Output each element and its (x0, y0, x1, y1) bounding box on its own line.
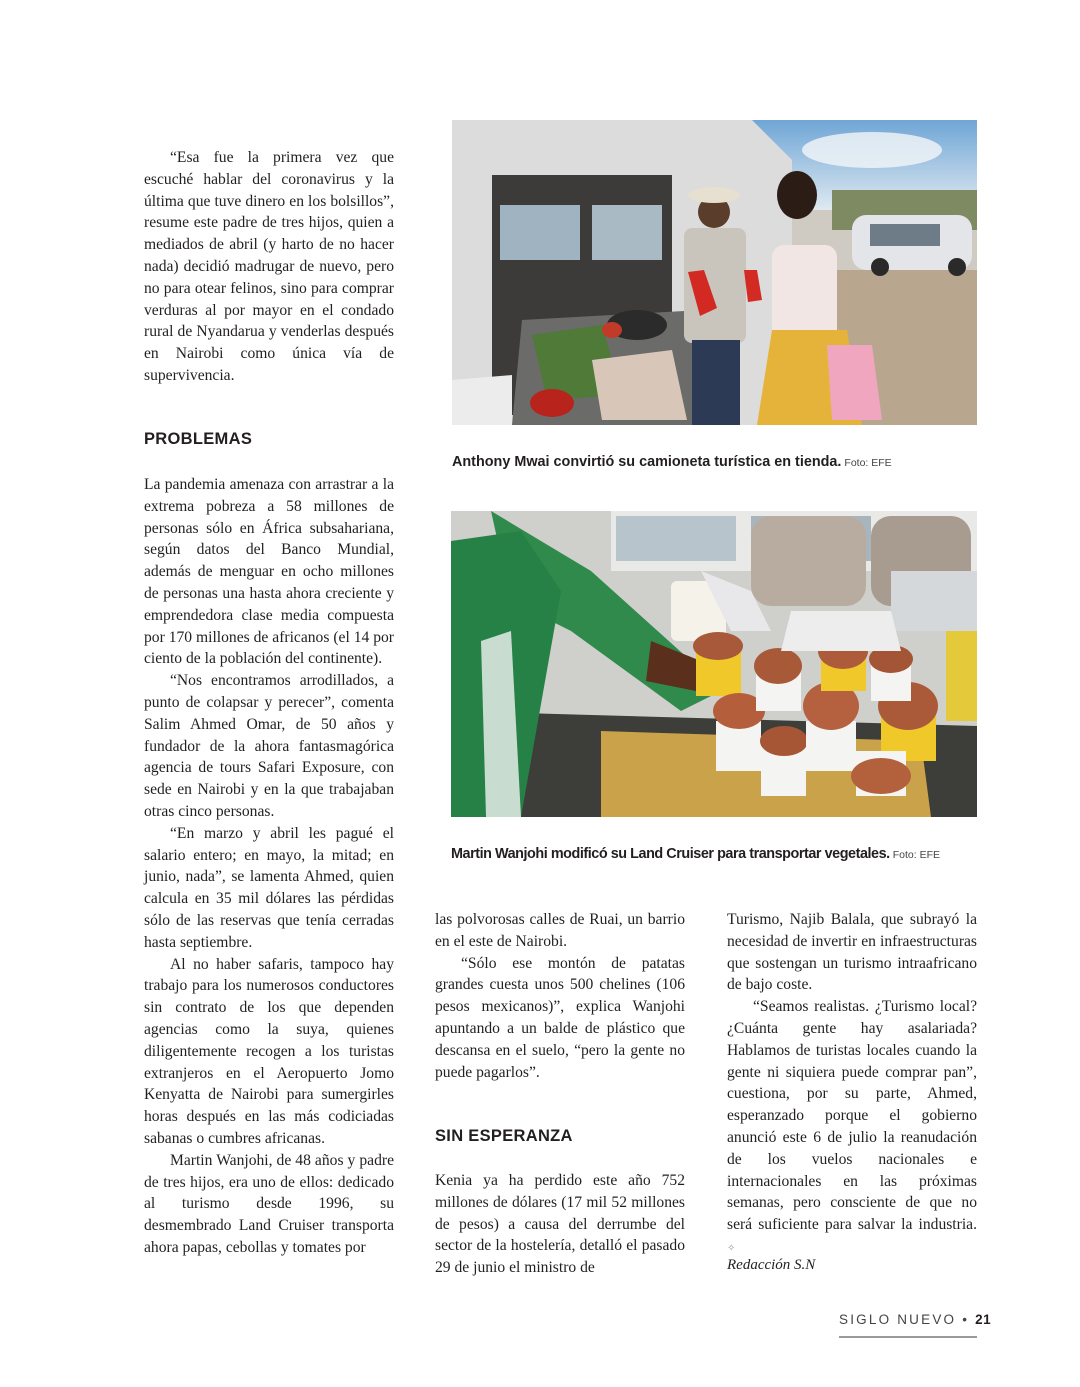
article-column-2-body (435, 1170, 685, 1279)
folio-rule (839, 1336, 977, 1338)
intro-paragraph: “Esa fue la primera vez que escuché hablar del coronavirus y la última que tuve dinero en los bolsillos”, resume este padre de tres hijos, quien a mediados de abril (y harto de no hacer nada) decidió madrugar de nuevo, pero no para otear felinos, sino para comprar verduras al por mayor en el condado rural de Nyandarua y venderlas después en Nairobi como única vía de supervivencia. (144, 149, 394, 384)
byline: Redacción S.N (727, 1257, 816, 1273)
photo-credit: Foto: EFE (892, 849, 940, 861)
end-mark-icon: ✧ (727, 1242, 736, 1254)
body-paragraph: “Sólo ese montón de patatas grandes cuesta unos 500 chelines (106 pesos mexicanos)”, explica Wanjohi apuntando a un balde de plástico que descansa en el suelo, “pero la gente no puede pagarlos”. (435, 954, 685, 1081)
section-heading-sin-esperanza: SIN ESPERANZA (435, 1127, 573, 1145)
page-folio (839, 1312, 991, 1327)
photo-van-shop (452, 120, 977, 425)
body-paragraph: “Nos encontramos arrodillados, a punto de colapsar y perecer”, comenta Salim Ahmed Omar, de 50 años y fundador de la ahora fantasmagórica agencia de tours Safari Exposure, con sede en Nairobi y en la que trabajaban otras cinco personas. (144, 672, 394, 820)
article-column-2 (435, 909, 685, 1083)
body-paragraph: Kenia ya ha perdido este año 752 millones de dólares (17 mil 52 millones de pesos) a causa del derrumbe del sector de la hostelería, detalló el pasado 29 de junio el ministro de (435, 1172, 685, 1277)
article-column-1 (144, 147, 394, 387)
publication-name: SIGLO NUEVO (839, 1312, 957, 1327)
body-paragraph (727, 996, 977, 1260)
body-paragraph: La pandemia amenaza con arrastrar a la extrema pobreza a 58 millones de personas sólo en África subsahariana, según datos del Banco Mundial, además de menguar en ocho millones de personas una hasta ahora creciente y emprendedora clase media compuesta por 170 millones de africanos (el 14 por ciento de la población del continente). (144, 476, 394, 668)
section-heading-problemas: PROBLEMAS (144, 430, 253, 448)
caption-text: Martin Wanjohi modificó su Land Cruiser para transportar vegetales. (451, 846, 890, 862)
body-paragraph: “En marzo y abril les pagué el salario entero; en mayo, la mitad; en junio, nada”, se lamenta Ahmed, quien calcula en 35 mil dólares las pérdidas sólo de las reservas que tenía cerradas hasta septiembre. (144, 824, 394, 951)
page-number: 21 (975, 1312, 992, 1327)
body-paragraph: Turismo, Najib Balala, que subrayó la necesidad de invertir en infraestructuras que sostengan un turismo intraafricano de bajo coste. (727, 911, 977, 994)
folio-separator: • (962, 1312, 970, 1327)
body-paragraph: Al no haber safaris, tampoco hay trabajo para los numerosos conductores sin contrato de los que dependen agencias como la suya, quienes diligentemente recogen a los turistas extranjeros en el Aeropuerto Jomo Kenyatta de Nairobi para sumergirles horas después en las más codiciadas sabanas o cumbres africanas. (144, 955, 394, 1147)
photo-potatoes-land-cruiser (451, 511, 977, 817)
photo-caption (452, 454, 892, 470)
article-column-1-body (144, 474, 394, 1259)
body-paragraph-text: “Seamos realistas. ¿Turismo local? ¿Cuánta gente hay asalariada? Hablamos de turistas locales cuando la gente ni siquiera puede comprar pan”, cuestiona, por su parte, Ahmed, esperanzado porque el gobierno anunció este 6 de julio la reanudación de los vuelos nacionales e internacionales en las próximas semanas, pero consciente de que no será suficiente para salvar la industria. (727, 998, 977, 1234)
photo-caption (451, 846, 940, 862)
caption-text: Anthony Mwai convirtió su camioneta turística en tienda. (452, 454, 842, 470)
photo-credit: Foto: EFE (844, 457, 892, 469)
article-column-3 (727, 909, 977, 1260)
body-paragraph: las polvorosas calles de Ruai, un barrio en el este de Nairobi. (435, 911, 685, 950)
body-paragraph: Martin Wanjohi, de 48 años y padre de tres hijos, era uno de ellos: dedicado al turismo desde 1996, su desmembrado Land Cruiser transporta ahora papas, cebollas y tomates por (144, 1151, 394, 1256)
